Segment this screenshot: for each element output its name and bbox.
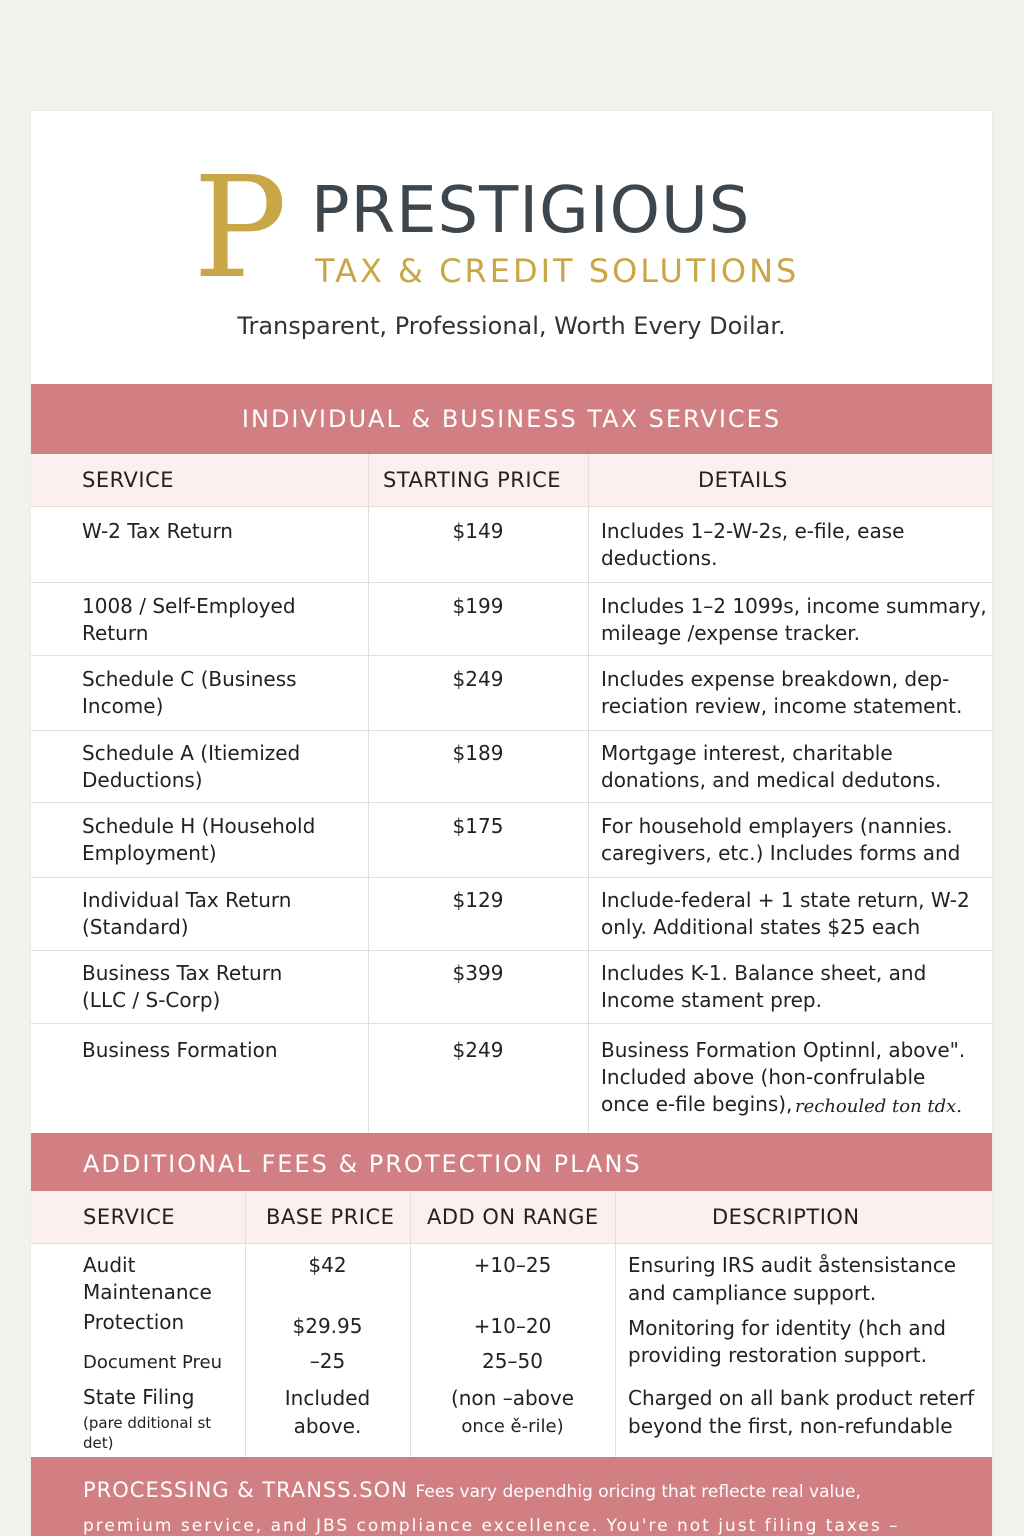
fee-description: and campliance support. [628, 1281, 877, 1305]
service-details: Includes 1–2 1099s, income summary, [601, 594, 987, 618]
column-divider [615, 1191, 616, 1457]
row-divider [31, 730, 992, 731]
service-name: Schedule A (Itiemized [82, 741, 301, 765]
fee-add-on-range: +10–25 [473, 1253, 552, 1277]
fee-service-name: Document Preu [83, 1352, 222, 1373]
service-price: $249 [452, 1038, 504, 1062]
column-header-add-on-range: ADD ON RANGE [427, 1205, 599, 1229]
service-price: $189 [452, 741, 504, 765]
fee-description: Ensuring IRS audit åstensistance [628, 1253, 957, 1277]
service-details: Includes K-1. Balance sheet, and [601, 961, 927, 985]
service-price: $175 [452, 814, 504, 838]
service-name: W-2 Tax Return [82, 519, 233, 543]
service-name: Business Tax Return [82, 961, 283, 985]
service-name: Schedule C (Business [82, 667, 297, 691]
row-divider [31, 506, 992, 507]
logo-mark: P [193, 147, 288, 310]
service-details: Mortgage interest, charitable [601, 741, 893, 765]
service-details: Business Formation Optinnl, above". [601, 1038, 966, 1062]
column-header-details: DETAILS [698, 468, 788, 492]
row-divider [31, 582, 992, 583]
fee-base-price: $29.95 [292, 1314, 363, 1338]
fee-add-on-range: once ě-rile) [461, 1416, 564, 1437]
service-name: Return [82, 621, 149, 645]
fee-description: Monitoring for identity (hch and [628, 1316, 946, 1340]
service-name: Deductions) [82, 768, 203, 792]
fee-description: beyond the first, non-refundable [628, 1414, 953, 1438]
column-header-service: SERVICE [83, 1205, 176, 1229]
brand-subtitle: TAX & CREDIT SOLUTIONS [315, 252, 800, 290]
service-details: reciation review, income statement. [601, 694, 963, 718]
processing-footer-band [31, 1457, 992, 1536]
column-header-description: DESCRIPTION [712, 1205, 860, 1229]
fee-base-price: Included [284, 1386, 371, 1410]
service-price: $129 [452, 888, 504, 912]
service-price: $199 [452, 594, 504, 618]
service-name: 1008 / Self-Employed [82, 594, 296, 618]
section-title-tax-services: INDIVIDUAL & BUSINESS TAX SERVICES [31, 384, 992, 454]
fee-base-price: $42 [308, 1253, 347, 1277]
service-details: Includes 1–2-W-2s, e-file, ease [601, 519, 905, 543]
column-header-service: SERVICE [82, 468, 175, 492]
column-divider [588, 454, 589, 1133]
price-sheet [31, 111, 992, 1536]
service-details: Income stament prep. [601, 988, 822, 1012]
service-price: $149 [452, 519, 504, 543]
service-name: Employment) [82, 841, 217, 865]
tagline: Transparent, Professional, Worth Every Doilar. [237, 312, 786, 340]
fee-service-name: State Filing [83, 1385, 195, 1409]
processing-text: Fees vary dependhig oricing that reflecte real value, [415, 1482, 861, 1502]
service-name: Business Formation [82, 1038, 278, 1062]
fee-service-name: Protection [83, 1310, 185, 1334]
row-divider [31, 950, 992, 951]
column-header-base-price: BASE PRICE [266, 1205, 395, 1229]
service-details: caregivers, etc.) Includes forms and [601, 841, 961, 865]
service-details: Includes expense breakdown, dep- [601, 667, 950, 691]
fee-add-on-range: +10–20 [473, 1314, 552, 1338]
service-details: once e-file begins), [601, 1092, 793, 1116]
section-title-processing: PROCESSING & TRANSS.SON [83, 1478, 408, 1502]
service-name: (Standard) [82, 915, 189, 939]
service-name: Individual Tax Return [82, 888, 292, 912]
service-details: deductions. [601, 546, 718, 570]
service-price: $399 [452, 961, 504, 985]
service-details: Include-federal + 1 state return, W-2 [601, 888, 970, 912]
fee-service-note: (pare dditional st [83, 1414, 212, 1432]
service-details: Included above (hon-confrulable [601, 1065, 926, 1089]
section-title-additional-fees: ADDITIONAL FEES & PROTECTION PLANS [31, 1133, 992, 1191]
processing-line-1 [83, 1475, 861, 1507]
service-price: $249 [452, 667, 504, 691]
row-divider [31, 877, 992, 878]
service-name: Income) [82, 694, 164, 718]
fee-base-price: above. [293, 1414, 362, 1438]
handwritten-note: rechouled ton tdx. [795, 1096, 963, 1117]
service-details: For household emplayers (nannies. [601, 814, 953, 838]
service-details: only. Additional states $25 each [601, 915, 921, 939]
processing-line-2: premium service, and JBS compliance excellence. You're not just filing taxes – [83, 1516, 900, 1536]
fee-base-price: –25 [309, 1349, 346, 1373]
fee-description: Charged on all bank product reterf [628, 1386, 975, 1410]
column-header-starting-price: STARTING PRICE [383, 468, 562, 492]
fee-service-name: Audit [83, 1253, 136, 1277]
brand-name: PRESTIGIOUS [311, 174, 751, 248]
table-header-row [31, 454, 992, 506]
service-name: (LLC / S-Corp) [82, 988, 221, 1012]
fee-add-on-range: 25–50 [482, 1349, 543, 1373]
table-header-row [31, 1191, 992, 1243]
service-details: mileage /expense tracker. [601, 621, 861, 645]
row-divider [31, 1023, 992, 1024]
fee-service-name: Maintenance [83, 1280, 212, 1304]
fee-description: providing restoration support. [628, 1343, 927, 1367]
column-divider [368, 454, 369, 1133]
row-divider [31, 1243, 992, 1244]
row-divider [31, 655, 992, 656]
row-divider [31, 802, 992, 803]
service-details: donations, and medical dedutons. [601, 768, 942, 792]
fee-add-on-range: (non –above [450, 1386, 575, 1410]
fee-service-note: det) [83, 1434, 114, 1452]
service-name: Schedule H (Household [82, 814, 316, 838]
